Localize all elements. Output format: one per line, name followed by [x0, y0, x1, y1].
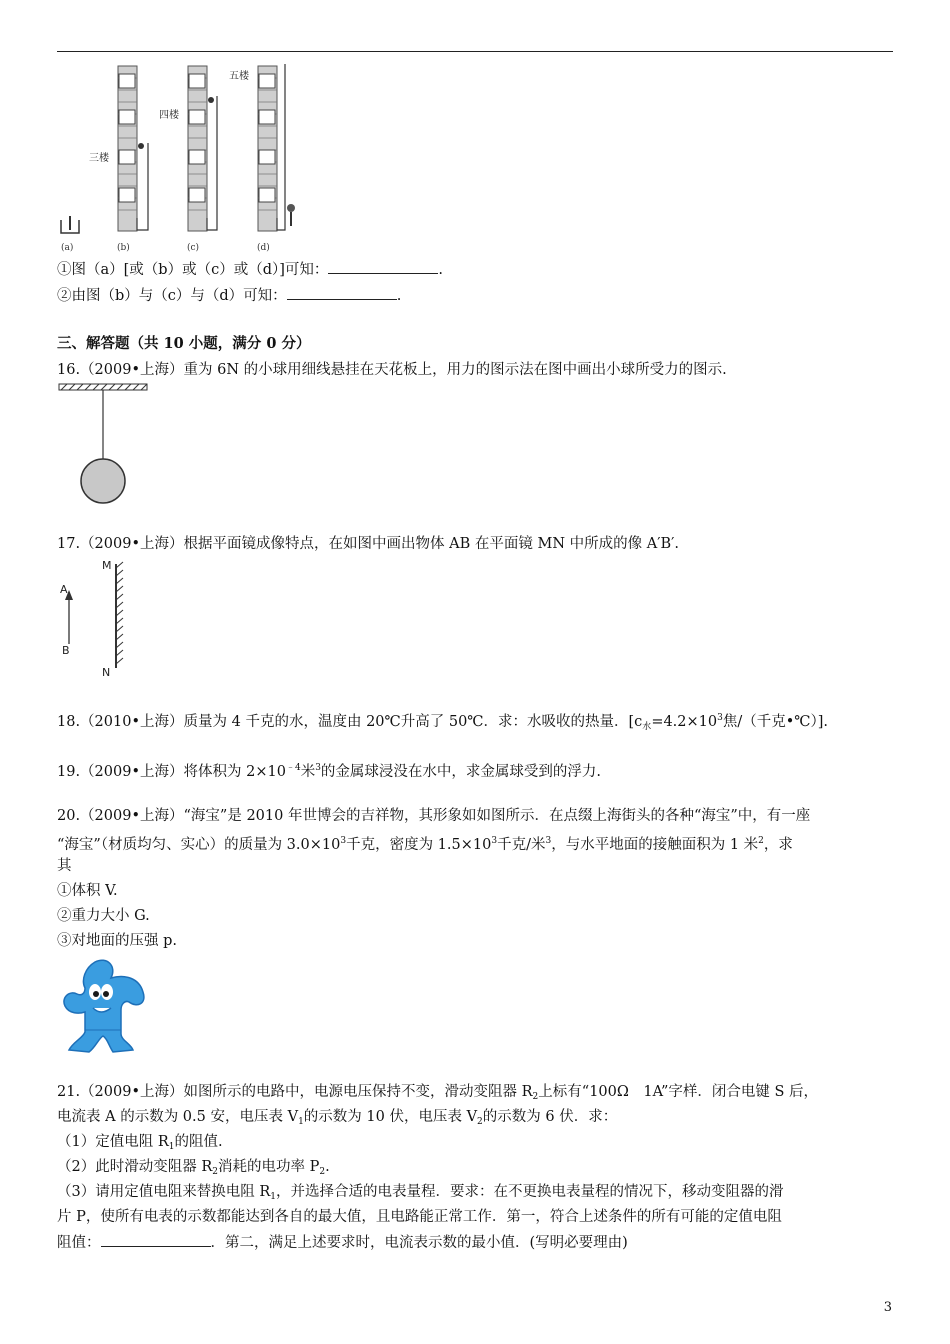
header-rule: [57, 51, 893, 52]
q21-p2-b: 消耗的电功率 P: [218, 1159, 320, 1175]
q21-l2-c: 的示数为 6 伏．求：: [482, 1109, 618, 1125]
floor-label-3: 三楼: [89, 153, 109, 164]
q21-l2-sub1: 1: [298, 1117, 304, 1127]
q15-line-1-text: ①图（a）[或（b）或（c）或（d）]可知：: [57, 262, 329, 278]
q21-part-3-line-3: [57, 1232, 628, 1253]
q21-l2-sub2: 2: [477, 1117, 483, 1127]
floor-label-4: 四楼: [159, 110, 179, 121]
q20-l2-c: 千克/米: [497, 837, 546, 853]
q21-p3-a: （3）请用定值电阻来替换电阻 R: [57, 1184, 271, 1200]
panel-a-container: [61, 216, 79, 233]
q21-part-1: [57, 1132, 223, 1157]
q18-text-c: 焦/（千克•℃）].: [722, 714, 829, 730]
page-number: 3: [883, 1300, 892, 1315]
q15-answer-blank-2[interactable]: [287, 285, 397, 300]
q20-l2-sup3: 3: [545, 836, 552, 846]
q21-p2-c: .: [325, 1159, 330, 1175]
q20-line-2: [57, 831, 793, 855]
q21-l2-a: 电流表 A 的示数为 0.5 安，电压表 V: [57, 1109, 299, 1125]
panel-label-d: (d): [257, 243, 270, 253]
q15-line-2: [57, 285, 401, 306]
q21-part-3-line-2: 片 P，使所有电表的示数都能达到各自的最大值，且电路能正常工作．第一，符合上述条件的所有可能的定值电阻: [57, 1209, 782, 1225]
q18-sup: 3: [717, 713, 723, 723]
q20-item-2: ②重力大小 G.: [57, 908, 150, 924]
panel-c-building: [188, 66, 217, 231]
q21-p1-a: （1）定值电阻 R: [57, 1134, 169, 1150]
q21-p2-sub: 2: [212, 1167, 218, 1177]
q15-line-1-end: .: [438, 262, 444, 278]
q15-answer-blank-1[interactable]: [328, 259, 438, 274]
q20-l2-sup4: 2: [758, 836, 764, 846]
q21-l1-a: 21.（2009•上海）如图所示的电路中，电源电压保持不变，滑动变阻器 R: [57, 1084, 533, 1100]
q21-p3-sub: 1: [270, 1192, 276, 1202]
q20-l2-sup1: 3: [340, 836, 347, 846]
haibao-mascot-image: [55, 956, 155, 1056]
q21-line-2: [57, 1107, 617, 1132]
q15-line-1: [57, 259, 443, 280]
pressure-buildings-figure: [55, 58, 315, 253]
q20-line-3: 其: [57, 858, 72, 874]
q20-item-3: ③对地面的压强 p.: [57, 933, 177, 949]
q19-text-b: 米: [300, 764, 316, 780]
q21-l1-b: 上标有“100Ω 1A”字样．闭合电键 S 后，: [538, 1084, 819, 1100]
q21-part-3: [57, 1182, 784, 1207]
q16-text: 16.（2009•上海）重为 6N 的小球用细线悬挂在天花板上，用力的图示法在图中画出小球所受力的图示.: [57, 362, 727, 378]
q21-p2-sub2: 2: [319, 1167, 326, 1177]
q20-l2-sup2: 3: [491, 836, 498, 846]
section-heading: 三、解答题（共 10 小题，满分 0 分）: [57, 335, 311, 352]
q21-p3-l3-b: ．第二，满足上述要求时，电流表示数的最小值．(写明必要理由): [210, 1235, 628, 1251]
q19-text: [57, 758, 601, 782]
q18-text-a: 18.（2010•上海）质量为 4 千克的水，温度由 20℃升高了 50℃．求：水吸收的热量．[c: [57, 714, 643, 730]
ball: [81, 459, 125, 503]
panel-label-c: (c): [187, 243, 200, 253]
plane-mirror-figure: [57, 556, 137, 681]
q20-item-1: ①体积 V.: [57, 883, 118, 899]
panel-label-b: (b): [117, 243, 130, 253]
q19-text-a: 19.（2009•上海）将体积为 2×10: [57, 764, 286, 780]
panel-label-a: (a): [61, 243, 74, 253]
q20-l2-b: 千克，密度为 1.5×10: [346, 837, 492, 853]
q17-text: 17.（2009•上海）根据平面镜成像特点，在如图中画出物体 AB 在平面镜 MN 中所成的像 A′B′.: [57, 536, 680, 552]
q21-answer-blank[interactable]: [101, 1232, 211, 1247]
q19-sup-exp: ﹣4: [285, 763, 301, 773]
q20-l2-a: “海宝”（材质均匀、实心）的质量为 3.0×10: [57, 837, 341, 853]
q21-l1-sub: 2: [532, 1092, 539, 1102]
q15-line-2-end: .: [396, 288, 402, 304]
q21-l2-b: 的示数为 10 伏，电压表 V: [303, 1109, 478, 1125]
q21-line-1: [57, 1082, 818, 1107]
label-B: B: [62, 644, 70, 657]
floor-label-5: 五楼: [229, 71, 249, 82]
panel-d-building: [258, 64, 295, 231]
q20-l2-e: ，求: [763, 837, 793, 853]
label-A: A: [60, 583, 68, 596]
q18-text-b: =4.2×10: [651, 714, 718, 730]
q19-sup-cube: 3: [315, 763, 321, 773]
hanging-ball-figure: [57, 382, 152, 507]
label-M: M: [102, 559, 112, 572]
q20-l2-d: ，与水平地面的接触面积为 1 米: [551, 837, 759, 853]
q21-p1-sub: 1: [168, 1142, 175, 1152]
q21-p3-b: ，并选择合适的电表量程．要求：在不更换电表量程的情况下，移动变阻器的滑: [276, 1184, 784, 1200]
q21-p2-a: （2）此时滑动变阻器 R: [57, 1159, 213, 1175]
panel-b-building: [118, 66, 148, 231]
q21-part-2: [57, 1157, 330, 1182]
q15-line-2-text: ②由图（b）与（c）与（d）可知：: [57, 288, 287, 304]
q18-text: [57, 708, 828, 737]
q20-line-1: 20.（2009•上海）“海宝”是 2010 年世博会的吉祥物，其形象如如图所示．在点缀上海街头的各种“海宝”中，有一座: [57, 808, 811, 824]
q19-text-c: 的金属球浸没在水中，求金属球受到的浮力.: [320, 764, 602, 780]
label-N: N: [102, 666, 111, 679]
q21-p3-l3-a: 阻值：: [57, 1235, 101, 1251]
q21-p1-b: 的阻值.: [174, 1134, 223, 1150]
q18-sub-water: 水: [642, 722, 652, 732]
